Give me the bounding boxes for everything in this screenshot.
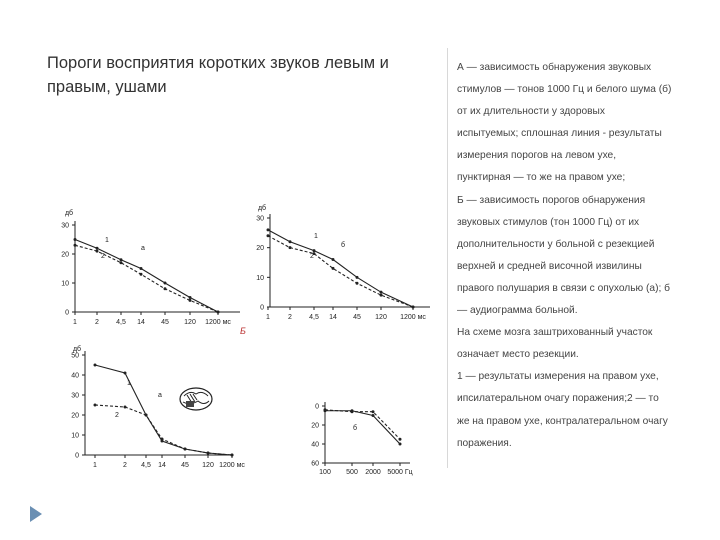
x-tick-label: 5000 Гц <box>387 469 413 476</box>
x-tick-label: 120 <box>202 462 214 469</box>
data-point <box>94 404 97 407</box>
data-point <box>74 244 77 247</box>
x-tick-label: 4,5 <box>141 462 151 469</box>
data-point <box>140 267 143 270</box>
data-point <box>120 261 123 264</box>
data-point <box>356 282 359 285</box>
data-point <box>267 234 270 237</box>
series-label: 2 <box>115 412 119 419</box>
panel-label: б <box>340 242 346 249</box>
series-line-2 <box>325 410 400 439</box>
description-line: дополнительности у больной с резекцией <box>457 238 655 250</box>
chart-b-healthy <box>250 205 450 330</box>
data-point <box>380 291 383 294</box>
x-tick-label: 1200 мс <box>219 462 245 469</box>
data-point <box>372 414 375 417</box>
brain-schematic-icon <box>178 386 214 412</box>
series-label: 2 <box>310 253 314 260</box>
x-tick-label: 120 <box>184 319 196 326</box>
description-line: На схеме мозга заштрихованный участок <box>457 327 653 339</box>
chart-a-patient <box>55 345 255 475</box>
data-point <box>399 443 402 446</box>
section-label-b-text: Б <box>240 326 246 336</box>
data-point <box>96 250 99 253</box>
audiogram-chart <box>300 398 420 478</box>
data-point <box>217 311 220 314</box>
description-line: испытуемых; сплошная линия - результаты <box>457 128 662 140</box>
description-line: от их длительности у здоровых <box>457 106 605 118</box>
x-tick-label: 45 <box>353 314 361 321</box>
data-point <box>289 240 292 243</box>
data-point <box>399 438 402 441</box>
description-line: — аудиограмма больной. <box>457 305 578 317</box>
data-point <box>324 408 327 411</box>
chart-a-healthy <box>55 205 255 330</box>
x-tick-label: 1200 мс <box>400 314 426 321</box>
y-tick-label: 30 <box>71 392 79 400</box>
series-label: 1 <box>127 380 131 387</box>
description-line: верхней и средней височной извилины <box>457 260 642 272</box>
description-line: же на правом ухе, контралатеральном очагу <box>457 415 668 427</box>
description-line: стимулов — тонов 1000 Гц и белого шума (б) <box>457 84 672 96</box>
x-tick-label: 2 <box>123 462 127 469</box>
data-point <box>140 273 143 276</box>
data-point <box>412 306 415 309</box>
y-tick-label: 20 <box>71 412 79 420</box>
series-label: 1 <box>314 233 318 240</box>
x-tick-label: 500 <box>346 469 358 476</box>
data-point <box>332 258 335 261</box>
series-label: 2 <box>101 253 105 260</box>
data-point <box>124 406 127 409</box>
description-line: пунктирная — то же на правом ухе; <box>457 172 626 184</box>
x-tick-label: 4,5 <box>116 319 126 326</box>
panel-label: б <box>352 425 358 432</box>
description-line: измерения порогов на левом ухе, <box>457 150 617 162</box>
y-tick-label: 30 <box>256 215 264 223</box>
y-axis-label: дб <box>72 346 82 353</box>
x-tick-label: 14 <box>137 319 145 326</box>
x-tick-label: 4,5 <box>309 314 319 321</box>
y-tick-label: 20 <box>61 251 69 259</box>
y-tick-label: 0 <box>75 452 79 460</box>
x-tick-label: 1 <box>93 462 97 469</box>
x-tick-label: 2 <box>95 319 99 326</box>
data-point <box>161 438 164 441</box>
description-line: правого полушария в связи с опухолью (а); б <box>457 282 670 294</box>
data-point <box>74 238 77 241</box>
data-point <box>289 246 292 249</box>
panel-label: а <box>141 245 145 252</box>
x-tick-label: 2 <box>288 314 292 321</box>
y-tick-label: 0 <box>315 403 319 411</box>
data-point <box>332 267 335 270</box>
series-line-2 <box>75 245 218 312</box>
description-line: Б — зависимость порогов обнаружения <box>457 194 646 206</box>
y-axis-label: дб <box>64 210 74 217</box>
data-point <box>351 410 354 413</box>
data-point <box>380 294 383 297</box>
y-tick-label: 10 <box>71 432 79 440</box>
x-tick-label: 1 <box>266 314 270 321</box>
y-tick-label: 20 <box>256 245 264 253</box>
y-tick-label: 0 <box>65 309 69 317</box>
description-line: 1 — результаты измерения на правом ухе, <box>457 371 659 383</box>
description-line: ипсилатеральном очагу поражения;2 — то <box>457 393 659 405</box>
data-point <box>231 454 234 457</box>
y-tick-label: 10 <box>61 280 69 288</box>
next-slide-arrow-icon[interactable] <box>30 506 42 522</box>
data-point <box>120 258 123 261</box>
x-tick-label: 1 <box>73 319 77 326</box>
data-point <box>94 364 97 367</box>
panel-label: а <box>158 392 162 399</box>
data-point <box>124 372 127 375</box>
x-tick-label: 1200 мс <box>205 319 231 326</box>
description-text <box>457 57 697 455</box>
x-tick-label: 2000 <box>365 469 381 476</box>
series-label: 1 <box>105 237 109 244</box>
data-point <box>96 247 99 250</box>
data-point <box>207 452 210 455</box>
description-line: звуковых стимулов (тон 1000 Гц) от их <box>457 216 640 228</box>
x-tick-label: 45 <box>181 462 189 469</box>
y-tick-label: 20 <box>311 422 319 430</box>
data-point <box>372 410 375 413</box>
data-point <box>356 276 359 279</box>
x-tick-label: 120 <box>375 314 387 321</box>
description-line: означает место резекции. <box>457 349 579 361</box>
data-point <box>164 282 167 285</box>
data-point <box>145 414 148 417</box>
y-tick-label: 60 <box>311 460 319 468</box>
description-line: поражения. <box>457 437 512 449</box>
data-point <box>267 228 270 231</box>
y-tick-label: 30 <box>61 222 69 230</box>
x-tick-label: 100 <box>319 469 331 476</box>
y-axis-label: дб <box>257 205 267 212</box>
slide-title: Пороги восприятия коротких звуков левым и правым, ушами <box>47 54 389 96</box>
x-tick-label: 45 <box>161 319 169 326</box>
data-point <box>164 287 167 290</box>
y-tick-label: 10 <box>256 274 264 282</box>
data-point <box>189 299 192 302</box>
y-tick-label: 40 <box>311 441 319 449</box>
description-line: А — зависимость обнаружения звуковых <box>457 62 652 73</box>
data-point <box>313 249 316 252</box>
y-tick-label: 40 <box>71 372 79 380</box>
x-tick-label: 14 <box>158 462 166 469</box>
y-tick-label: 0 <box>260 304 264 312</box>
x-tick-label: 14 <box>329 314 337 321</box>
data-point <box>184 448 187 451</box>
data-point <box>189 296 192 299</box>
y-tick-label: 50 <box>71 352 79 360</box>
